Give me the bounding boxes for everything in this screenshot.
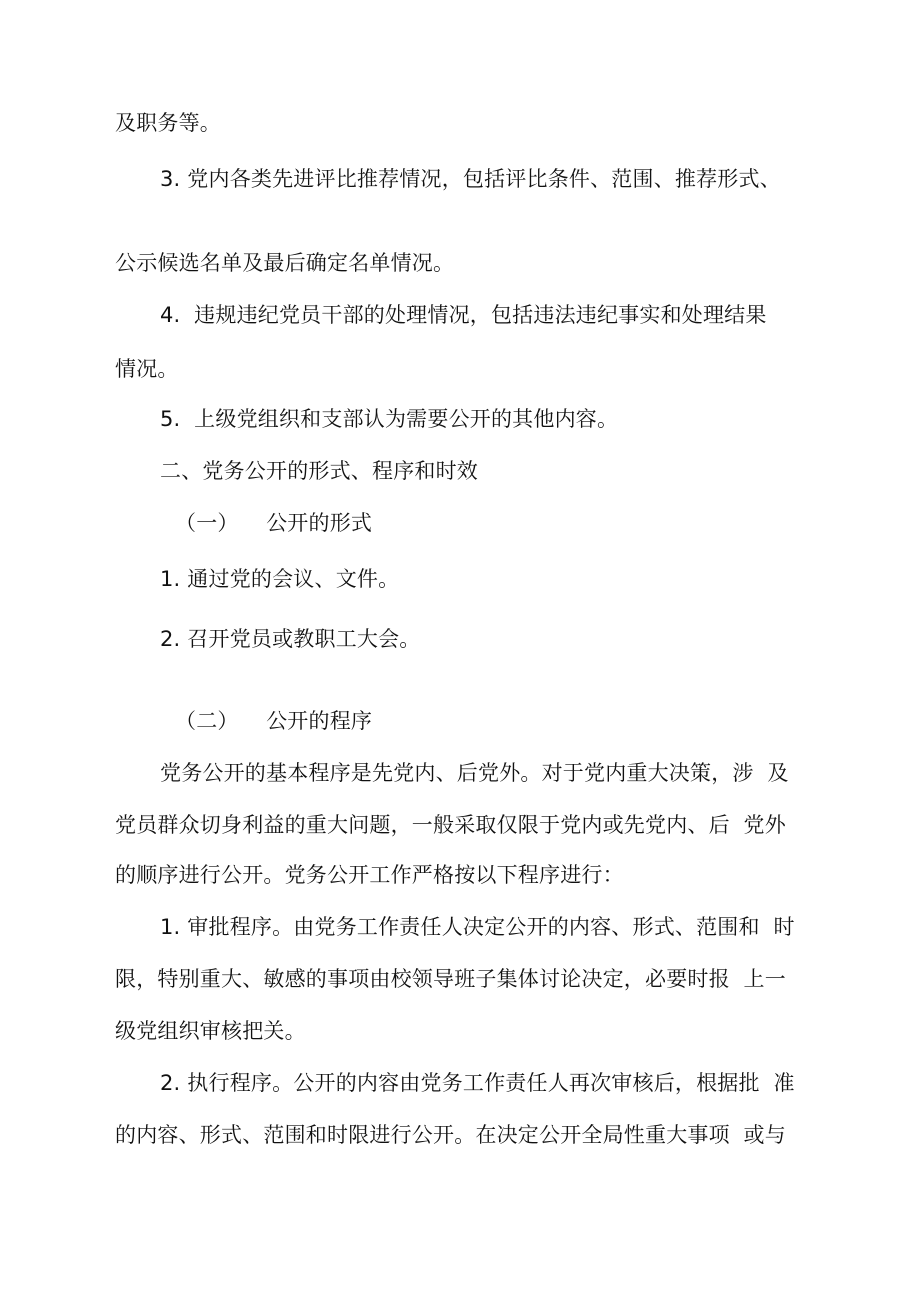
subsection-heading: （二） 公开的程序 xyxy=(175,709,373,733)
list-item: 5. 上级党组织和支部认为需要公开的其他内容。 xyxy=(160,407,619,431)
paragraph-line: 的顺序进行公开。党务公开工作严格按以下程序进行： xyxy=(115,863,624,887)
list-item: 1. 审批程序。由党务工作责任人决定公开的内容、形式、范围和 时 xyxy=(160,915,795,939)
paragraph-line: 级党组织审核把关。 xyxy=(115,1019,306,1043)
paragraph-line: 党员群众切身利益的重大问题，一般采取仅限于党内或先党内、后 党外 xyxy=(115,813,786,837)
list-item: 1. 通过党的会议、文件。 xyxy=(160,567,400,591)
list-item: 3. 党内各类先进评比推荐情况，包括评比条件、范围、推荐形式、 xyxy=(160,167,781,191)
list-item: 4. 违规违纪党员干部的处理情况，包括违法违纪事实和处理结果 xyxy=(160,303,767,327)
list-item: 2. 召开党员或教职工大会。 xyxy=(160,627,421,651)
section-heading: 二、党务公开的形式、程序和时效 xyxy=(160,459,478,483)
list-item: 2. 执行程序。公开的内容由党务工作责任人再次审核后，根据批 准 xyxy=(160,1071,795,1095)
text-line: 情况。 xyxy=(115,357,179,381)
paragraph-line: 党务公开的基本程序是先党内、后党外。对于党内重大决策，涉 及 xyxy=(160,761,789,785)
paragraph-line: 限，特别重大、敏感的事项由校领导班子集体讨论决定，必要时报 上一 xyxy=(115,967,786,991)
subsection-heading: （一） 公开的形式 xyxy=(175,511,373,535)
paragraph-line: 的内容、形式、范围和时限进行公开。在决定公开全局性重大事项 或与 xyxy=(115,1123,786,1147)
text-line: 及职务等。 xyxy=(115,111,221,135)
text-line: 公示候选名单及最后确定名单情况。 xyxy=(115,251,455,275)
